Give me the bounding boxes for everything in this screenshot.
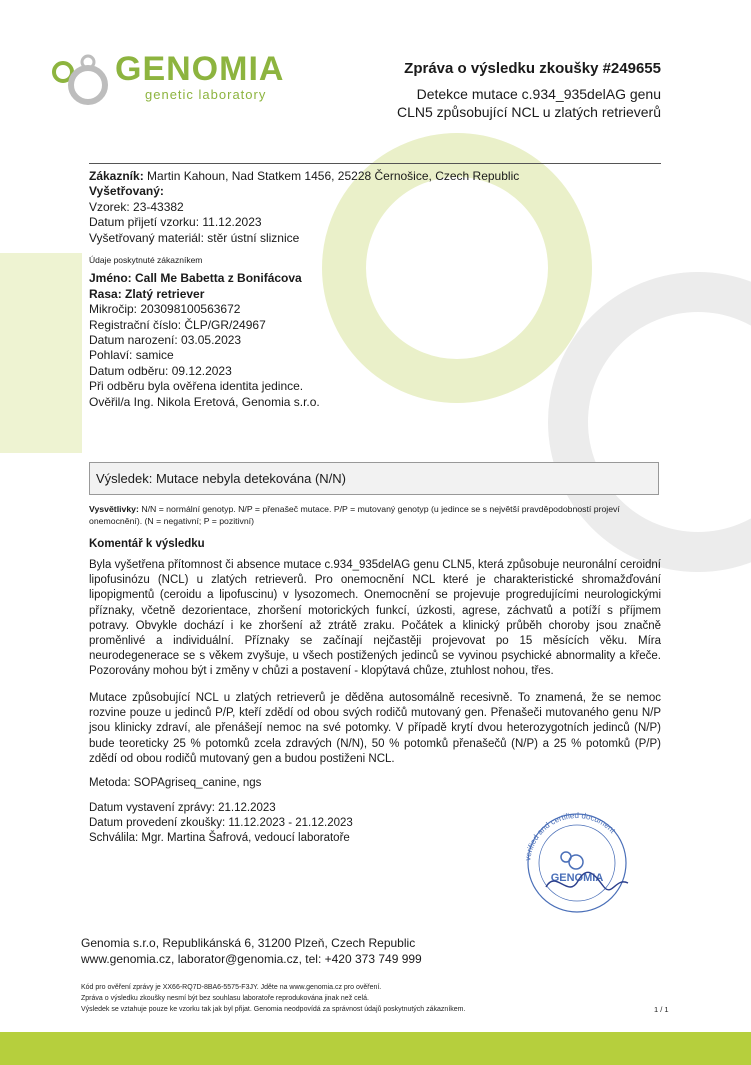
report-subtitle-line2: CLN5 způsobující NCL u zlatých retrieverů: [396, 104, 661, 120]
liability-note: Výsledek se vztahuje pouze ke vzorku tak jak byl přijat. Genomia neodpovídá za správnost údajů poskytnutých zákazníkem.: [81, 1006, 466, 1013]
customer-value: Martin Kahoun, Nad Statkem 1456, 25228 Černošice, Czech Republic: [143, 169, 520, 183]
registration-number: Registrační číslo: ČLP/GR/24967: [89, 317, 266, 332]
animal-block: [89, 253, 320, 410]
birth-date: Datum narození: 03.05.2023: [89, 333, 242, 348]
comment-heading: Komentář k výsledku: [89, 538, 205, 550]
stamp-name: GENOMIA: [550, 872, 604, 884]
footer-bar: [0, 1032, 751, 1065]
animal-name: Jméno: Call Me Babetta z Bonifácova: [89, 271, 302, 286]
identity-verified: Při odběru byla ověřena identita jedince.: [89, 379, 304, 394]
approved-by: Schválila: Mgr. Martina Šafrová, vedoucí laboratoře: [89, 832, 350, 845]
customer-provided-note: Údaje poskytnuté zákazníkem: [89, 255, 203, 265]
page-number: 1 / 1: [654, 1005, 669, 1014]
legend-text: N/N = normální genotyp. N/P = přenašeč mutace. P/P = mutovaný genotyp (u jedince se s největší pravděpodobností projeví onemocnění). (N = negativní; P = pozitivní): [89, 504, 620, 526]
animal-breed: Rasa: Zlatý retriever: [89, 286, 205, 301]
sample-material: Vyšetřovaný materiál: stěr ústní sliznice: [89, 230, 300, 245]
customer-label: Zákazník:: [89, 169, 144, 183]
comment-paragraph-1: Byla vyšetřena přítomnost či absence mutace c.934_935delAG genu CLN5, která způsobuje neuronální ceroidní lipofusinózu (NCL) u zlatých retrieverů. Pro onemocnění NCL které je charakteristické shromažďování lipopigmentů (ceroidu a lipofuscinu) v lysozomech. Onemocnění se projevuje progredujícími neurologickými příznaky, včetně dezorientace, zhoršení motorických funkcí, úzkosti, agrese, záchvatů a potíží s příjmem potravy. Obvykle dochází i ke zhoršení až ztrátě zraku. Počátek a klinický průběh choroby jsou značně proměnlivé a individuální. Příznaky se začínají nejčastěji projevovat po 15 měsících věku. Míra neurodegenerace se s věkem zvyšuje, u všech postižených jedinců se vyvinou psychické abnormality a křeče. Pozorovány mohou být i změny v chůzi a postavení - klopýtavá chůze, ztuhlost nohou, třes.: [89, 559, 661, 678]
genomia-logo-icon: [50, 52, 116, 108]
report-subtitle-line1: Detekce mutace c.934_935delAG genu: [416, 86, 661, 102]
customer-block: [89, 169, 519, 246]
result-box: [89, 462, 659, 495]
issue-date: Datum vystavení zprávy: 21.12.2023: [89, 802, 276, 814]
legend: [89, 503, 659, 527]
report-title: Zpráva o výsledku zkoušky #249655: [404, 60, 661, 77]
decorative-block: [0, 253, 82, 453]
sample-id: Vzorek: 23-43382: [89, 199, 184, 214]
customer-line: [89, 169, 519, 184]
verified-by: Ověřil/a Ing. Nikola Eretová, Genomia s.r.o.: [89, 394, 320, 409]
comment-paragraph-2: Mutace způsobující NCL u zlatých retrieverů je děděna autosomálně recesivně. To znamená, že se nemoc rozvine pouze u jedinců P/P, kteří zdědí od obou svých rodičů mutovaný gen. Přenašeči mutovaného genu N/P jsou klinicky zdraví, ale přenášejí nemoc na své potomky. V případě krytí dvou heterozygotních jedinců (N/P) bude teoreticky 25 % potomků zcela zdravých (N/N), 50 % potomků přenašečů (N/P) a 25 % potomků (P/P) zdědí od obou rodičů mutovaný gen a budou postiženi NCL.: [89, 692, 661, 765]
header-divider: [89, 163, 661, 164]
test-period: Datum provedení zkoušky: 11.12.2023 - 21.12.2023: [89, 817, 353, 830]
legend-label: Vysvětlivky:: [89, 504, 139, 514]
logo-wordmark: GENOMIA: [115, 50, 285, 88]
result-text: Výsledek: Mutace nebyla detekována (N/N): [96, 471, 347, 486]
logo-subtitle: [145, 87, 266, 102]
company-contact: www.genomia.cz, laborator@genomia.cz, tel: +420 373 749 999: [81, 952, 422, 966]
sex: Pohlaví: samice: [89, 348, 174, 363]
method: Metoda: SOPAgriseq_canine, ngs: [89, 777, 262, 789]
sampling-date: Datum odběru: 09.12.2023: [89, 363, 232, 378]
examined-label: Vyšetřovaný:: [89, 184, 164, 199]
received-date: Datum přijetí vzorku: 11.12.2023: [89, 215, 262, 230]
company-address: Genomia s.r.o, Republikánská 6, 31200 Plzeň, Czech Republic: [81, 936, 416, 950]
reproduction-note: Zpráva o výsledku zkoušky nesmí být bez souhlasu laboratoře reprodukována jinak než celá.: [81, 995, 369, 1002]
stamp-ring-text: verified and certified document: [523, 810, 618, 862]
logo-sub-light: genetic: [145, 87, 194, 102]
dates-block: [89, 801, 353, 847]
verification-code-note: Kód pro ověření zprávy je XX66-RQ7D-8BA6-5575-F3JY. Jděte na www.genomia.cz pro ověření.: [81, 984, 382, 991]
microchip: Mikročip: 203098100563672: [89, 302, 241, 317]
certification-stamp: [516, 807, 638, 913]
logo-sub-bold: laboratory: [198, 87, 267, 102]
